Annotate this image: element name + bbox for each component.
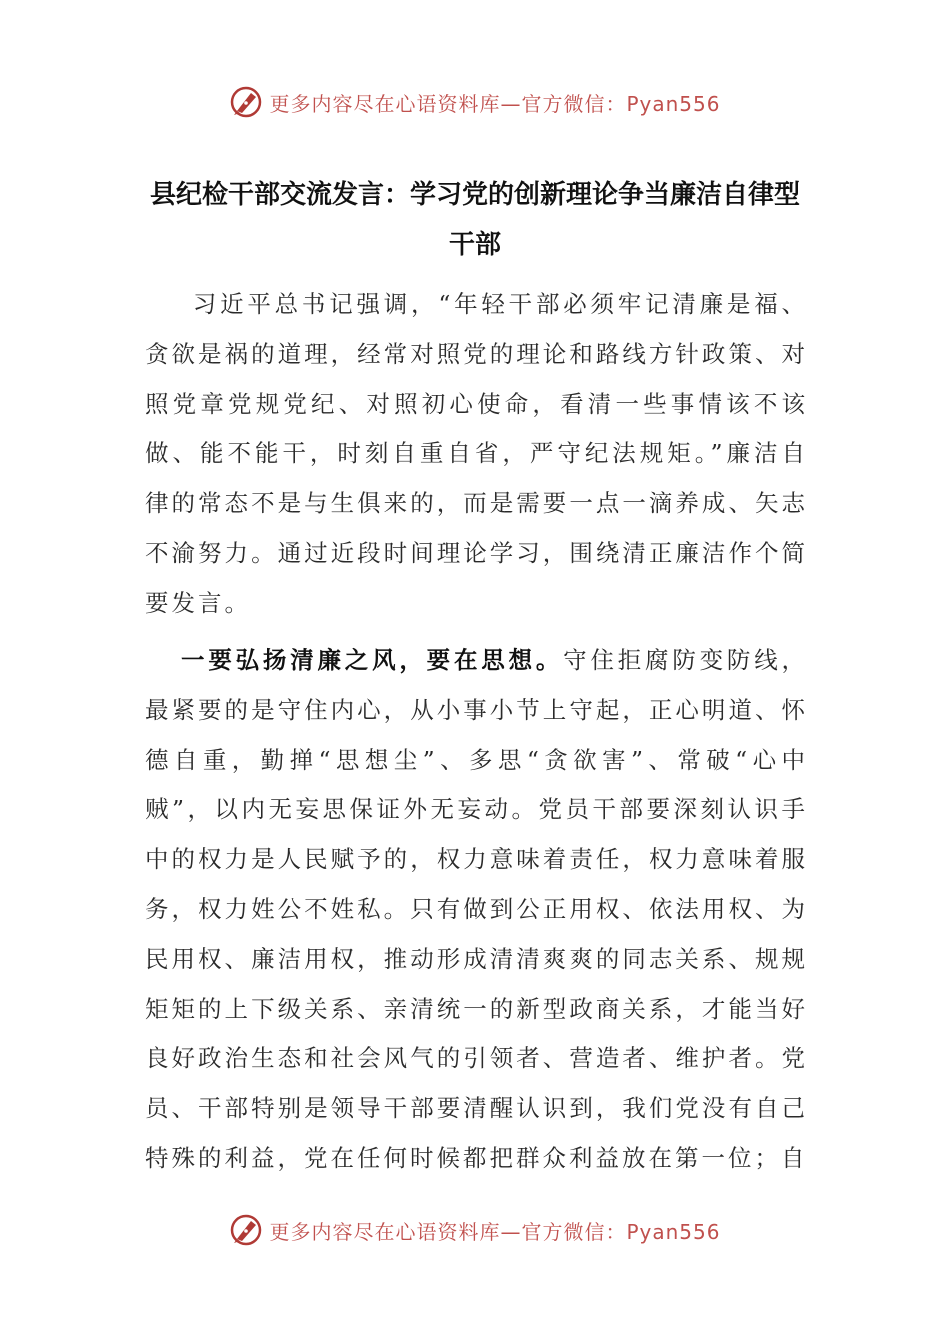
paragraph-1-text: 习近平总书记强调，“年轻干部必须牢记清廉是福、贪欲是祸的道理，经常对照党的理论和路线方针政策、对照党章党规党纪、对照初心使命，看清一些事情该不该做、能不能干，时刻自重自省，严守纪法规矩。”廉洁自律的常态不是与生俱来的，而是需要一点一滴养成、矢志不渝努力。通过近段时间理论学习，围绕清正廉洁作个简要发言。 bbox=[145, 290, 808, 617]
footer-banner-text: 更多内容尽在心语资料库—官方微信：Pyan556 bbox=[269, 1219, 721, 1244]
pen-nib-logo-icon bbox=[229, 1213, 263, 1247]
paragraph-2-lead: 一要弘扬清廉之风，要在思想。 bbox=[180, 646, 564, 674]
document-title: 县纪检干部交流发言：学习党的创新理论争当廉洁自律型干部 bbox=[149, 180, 800, 260]
paragraph-2 bbox=[145, 636, 808, 1184]
header-banner bbox=[0, 80, 950, 124]
pen-nib-logo-icon bbox=[229, 85, 263, 119]
header-banner-text: 更多内容尽在心语资料库—官方微信：Pyan556 bbox=[269, 91, 721, 116]
footer-banner bbox=[0, 1208, 950, 1252]
paragraph-1 bbox=[145, 280, 808, 629]
paragraph-2-text: 守住拒腐防变防线，最紧要的是守住内心，从小事小节上守起，正心明道、怀德自重，勤掸“思想尘”、多思“贪欲害”、常破“心中贼”，以内无妄思保证外无妄动。党员干部要深刻认识手中的权力是人民赋予的，权力意味着责任，权力意味着服务，权力姓公不姓私。只有做到公正用权、依法用权、为民用权、廉洁用权，推动形成清清爽爽的同志关系、规规矩矩的上下级关系、亲清统一的新型政商关系，才能当好良好政治生态和社会风气的引领者、营造者、维护者。党员、干部特别是领导干部要清醒认识到，我们党没有自己特殊的利益，党在任何时候都把群众利益放在第一位；自 bbox=[145, 646, 809, 1172]
